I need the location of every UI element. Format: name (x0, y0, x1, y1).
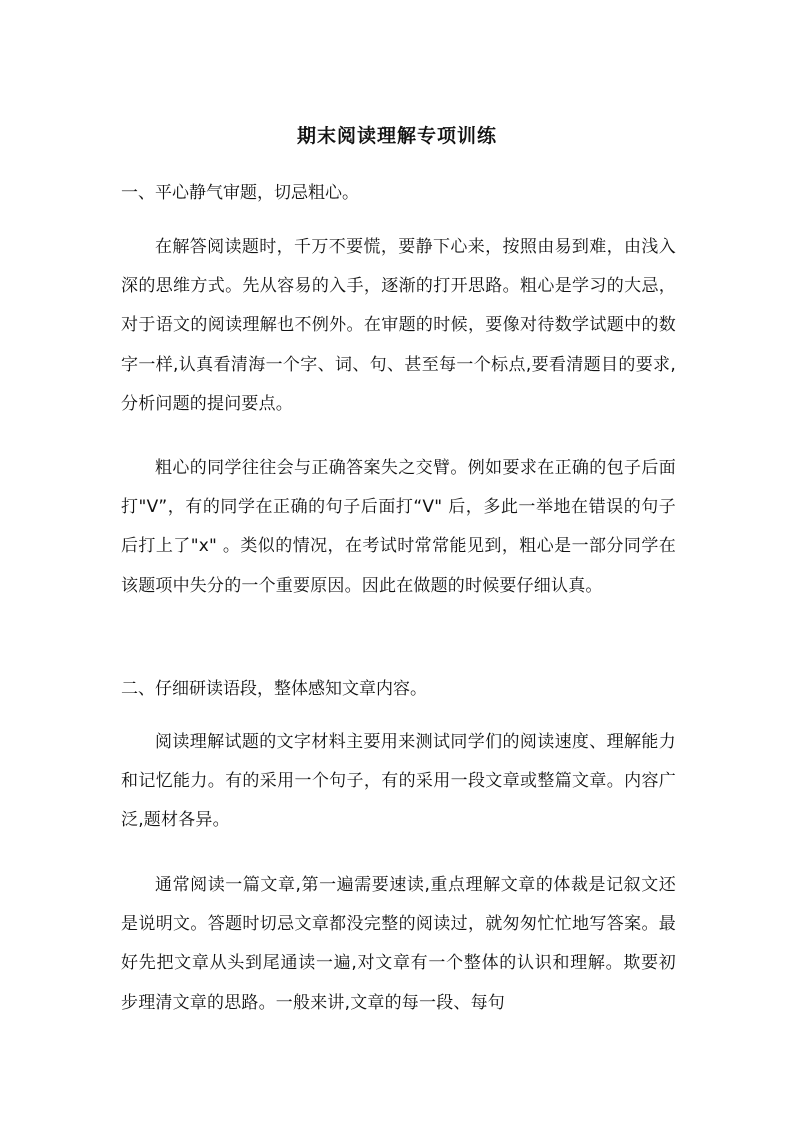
section-heading-2: 二、仔细研读语段，整体感知文章内容。 (121, 679, 427, 699)
paragraph-4: 通常阅读一篇文章,第一遍需要速读,重点理解文章的体裁是记叙文还是说明文。答题时切忌文章都没完整的阅读过，就匆匆忙忙地写答案。最好先把文章从头到尾通读一遍,对文章有一个整体的认识和理解。欺要初步理清文章的思路。一般来讲,文章的每一段、每句 (121, 875, 676, 1013)
paragraph-1: 在解答阅读题时，千万不要慌，要静下心来，按照由易到难，由浅入深的思维方式。先从容易的入手，逐渐的打开思路。粗心是学习的大忌，对于语文的阅读理解也不例外。在审题的时候，要像对待数学试题中的数字一样,认真看清海一个字、词、句、甚至每一个标点,要看清题目的要求,分析问题的提问要点。 (121, 237, 676, 414)
paragraph-2: 粗心的同学往往会与正确答案失之交臂。例如要求在正确的包子后面打"V”，有的同学在正确的句子后面打“V" 后，多此一举地在错误的句子后打上了"x" 。类似的情况，在考试时常常能见到，粗心是一部分同学在该题项中失分的一个重要原因。因此在做题的时候要仔细认真。 (121, 458, 676, 596)
page-title: 期末阅读理解专项训练 (296, 125, 497, 147)
paragraph-3: 阅读理解试题的文字材料主要用来测试同学们的阅读速度、理解能力和记忆能力。有的采用一个句子，有的采用一段文章或整篇文章。内容广泛,题材各异。 (121, 732, 676, 831)
section-heading-1: 一、平心静气审题，切忌粗心。 (121, 183, 359, 203)
